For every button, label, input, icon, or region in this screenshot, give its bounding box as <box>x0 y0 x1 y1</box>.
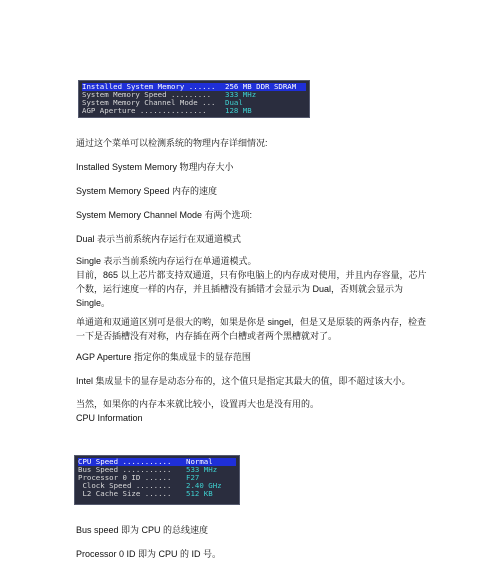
dual-mode-text: Dual 表示当前系统内存运行在双通道模式 <box>76 234 242 244</box>
memory-info-screenshot <box>78 80 310 118</box>
row-label: AGP Aperture ............... <box>82 106 207 115</box>
channel-difference-paragraph <box>76 315 436 343</box>
row-label: Clock Speed ........ <box>78 481 172 490</box>
channel-mode-text: System Memory Channel Mode 有两个选项: <box>76 210 253 220</box>
cpu-info-screenshot <box>74 455 240 505</box>
row-value: 128 MB <box>225 106 252 115</box>
line: 一下是否插槽没有对称，内存插在两个白槽或者两个黑槽就对了。 <box>76 331 338 341</box>
cpu-information-heading: CPU Information <box>76 413 143 423</box>
memory-note-text: 当然，如果你的内存本来就比较小，设置再大也是没有用的。 <box>76 399 320 409</box>
single-mode-paragraph <box>76 254 436 310</box>
row-value: 2.40 GHz <box>186 481 222 490</box>
intro-paragraph: 通过这个菜单可以检测系统的物理内存详细情况: <box>76 138 268 148</box>
row-value: F27 <box>186 473 200 482</box>
row-value: Dual <box>225 98 243 107</box>
memory-speed-text: System Memory Speed 内存的速度 <box>76 186 218 196</box>
intel-graphics-text: Intel 集成显卡的显存是动态分布的，这个值只是指定其最大的值，即不超过该大小。 <box>76 376 411 386</box>
processor-id-text: Processor 0 ID 即为 CPU 的 ID 号。 <box>76 549 222 559</box>
bus-speed-text: Bus speed 即为 CPU 的总线速度 <box>76 525 209 535</box>
line: Single。 <box>76 298 111 308</box>
line: 个数，运行速度一样的内存，并且插槽没有插错才会显示为 Dual，否则就会显示为 <box>76 284 404 294</box>
agp-aperture-text: AGP Aperture 指定你的集成显卡的显存范围 <box>76 352 251 362</box>
row-label: Installed System Memory ...... <box>82 82 216 91</box>
line: 目前，865 以上芯片都支持双通道，只有你电脑上的内存成对使用，并且内存容量，芯片 <box>76 270 427 280</box>
row-label: L2 Cache Size ...... <box>78 489 172 498</box>
line: Single 表示当前系统内存运行在单通道模式。 <box>76 256 257 266</box>
row-value: 256 MB DDR SDRAM <box>225 82 297 91</box>
l2-cache-row <box>78 490 236 498</box>
row-label: System Memory Channel Mode ... <box>82 98 216 107</box>
row-value: 333 MHz <box>225 90 257 99</box>
line: 单通道和双通道区别可是很大的哟，如果是你是 singel，但是又是原装的两条内存，检查 <box>76 317 427 327</box>
row-label: Processor 0 ID ...... <box>78 473 172 482</box>
row-value: 533 MHz <box>186 465 218 474</box>
row-value: Normal <box>186 457 213 466</box>
agp-aperture-row <box>82 107 306 115</box>
installed-memory-text: Installed System Memory 物理内存大小 <box>76 162 234 172</box>
row-label: Bus Speed ........... <box>78 465 172 474</box>
row-label: CPU Speed ........... <box>78 457 172 466</box>
row-label: System Memory Speed ......... <box>82 90 212 99</box>
row-value: 512 KB <box>186 489 213 498</box>
